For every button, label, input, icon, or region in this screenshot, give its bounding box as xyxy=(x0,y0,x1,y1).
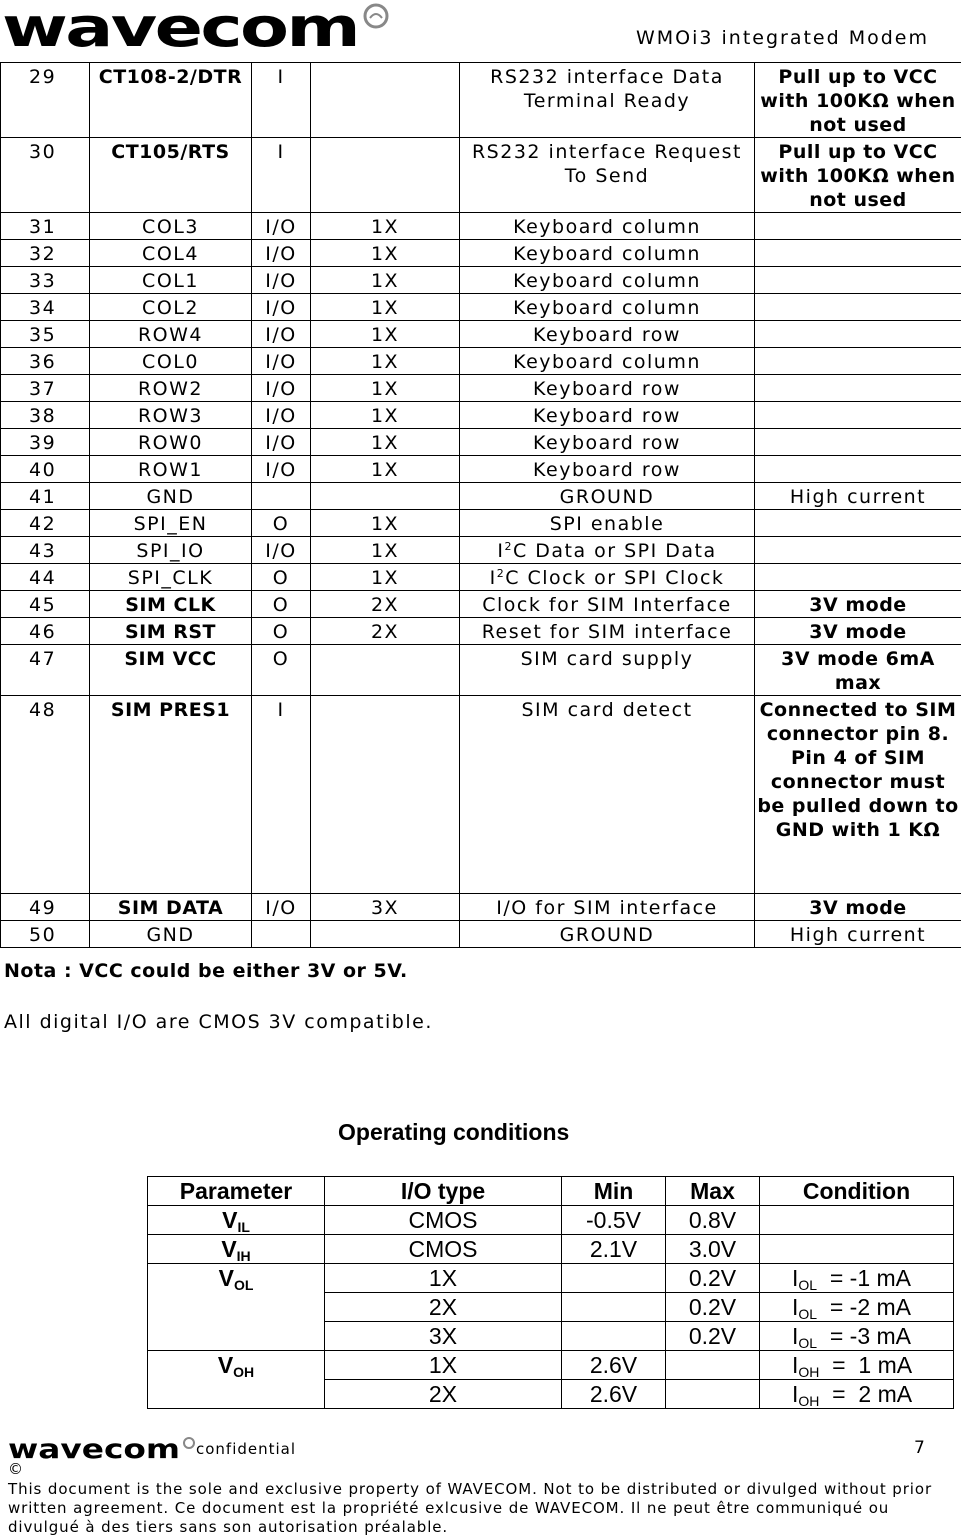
pin-number: 45 xyxy=(1,591,90,618)
condition-cell xyxy=(760,1380,954,1409)
pin-io-type: 1X xyxy=(311,537,460,564)
desc-text: Keyboard column xyxy=(513,297,701,319)
desc-text: I/O for SIM interface xyxy=(496,897,718,919)
pin-direction: I/O xyxy=(252,402,311,429)
note-text: 3V mode 6mA max xyxy=(781,648,935,694)
pin-io-type: 2X xyxy=(311,591,460,618)
wavecom-logo xyxy=(2,2,390,52)
pin-direction: I/O xyxy=(252,375,311,402)
pin-row xyxy=(1,591,961,618)
pin-description xyxy=(460,483,755,510)
pin-description xyxy=(460,402,755,429)
operating-row xyxy=(148,1235,954,1264)
parameter-symbol: V xyxy=(222,1207,238,1233)
pin-direction: I xyxy=(252,696,311,894)
pin-note xyxy=(755,456,961,483)
pin-row xyxy=(1,510,961,537)
pin-note xyxy=(755,894,961,921)
pin-description xyxy=(460,510,755,537)
parameter-cell xyxy=(148,1206,325,1235)
desc-superscript: 2 xyxy=(504,540,513,553)
pin-direction: I/O xyxy=(252,267,311,294)
min-cell: 2.6V xyxy=(562,1351,666,1380)
pin-signal-name xyxy=(90,321,252,348)
pin-direction: I/O xyxy=(252,429,311,456)
note-text: 3V mode xyxy=(809,897,907,919)
pin-signal-name xyxy=(90,618,252,645)
logo-wordmark: wavecom xyxy=(2,2,358,52)
pin-io-type: 1X xyxy=(311,240,460,267)
pin-row xyxy=(1,564,961,591)
desc-text: Keyboard row xyxy=(533,378,681,400)
io-type-cell: 2X xyxy=(325,1380,562,1409)
pin-note xyxy=(755,618,961,645)
pin-direction xyxy=(252,483,311,510)
desc-text: C Data or SPI Data xyxy=(512,540,717,562)
pin-direction: O xyxy=(252,510,311,537)
io-type-cell: CMOS xyxy=(325,1206,562,1235)
pin-note xyxy=(755,294,961,321)
pin-number: 34 xyxy=(1,294,90,321)
parameter-subscript: OH xyxy=(233,1364,255,1380)
pin-row xyxy=(1,375,961,402)
condition-cell xyxy=(760,1293,954,1322)
pin-io-type: 1X xyxy=(311,321,460,348)
pin-note xyxy=(755,348,961,375)
pin-row xyxy=(1,696,961,894)
desc-text: SIM card supply xyxy=(520,648,694,670)
parameter-subscript: IL xyxy=(237,1219,250,1235)
pin-table xyxy=(0,62,961,948)
pin-number: 29 xyxy=(1,63,90,138)
col-header-io-type: I/O type xyxy=(325,1177,562,1206)
pin-signal-name xyxy=(90,63,252,138)
pin-number: 47 xyxy=(1,645,90,696)
pin-signal-name xyxy=(90,921,252,948)
footer-logo-swirl-icon xyxy=(184,1438,194,1448)
signal-name-text: COL1 xyxy=(142,270,199,292)
desc-prefix: I xyxy=(497,540,505,562)
pin-signal-name xyxy=(90,375,252,402)
parameter-symbol: V xyxy=(217,1352,234,1378)
note-text: High current xyxy=(789,924,927,946)
condition-cell xyxy=(760,1264,954,1293)
document-title: WMOi3 integrated Modem xyxy=(635,27,929,49)
pin-io-type: 1X xyxy=(311,213,460,240)
pin-io-type: 1X xyxy=(311,375,460,402)
desc-text: GROUND xyxy=(559,924,655,946)
pin-number: 46 xyxy=(1,618,90,645)
desc-text: GROUND xyxy=(559,486,655,508)
condition-value: = 1 mA xyxy=(819,1352,913,1378)
condition-symbol: I xyxy=(792,1265,799,1291)
pin-note xyxy=(755,63,961,138)
condition-subscript: OH xyxy=(798,1393,820,1409)
desc-superscript: 2 xyxy=(496,567,506,580)
pin-note xyxy=(755,375,961,402)
pin-row xyxy=(1,348,961,375)
signal-name-text: SPI_IO xyxy=(136,540,205,562)
desc-text: Keyboard column xyxy=(513,243,701,265)
pin-description xyxy=(460,138,755,213)
pin-row xyxy=(1,429,961,456)
pin-row xyxy=(1,267,961,294)
operating-row xyxy=(148,1351,954,1380)
max-cell: 0.2V xyxy=(666,1293,760,1322)
pin-note xyxy=(755,591,961,618)
legal-notice-fr: Ce document est la propriété exlcusive de WAVECOM. Il ne peut être communiqué ou divulgué à des tiers sans son autorisation préalable. xyxy=(8,1499,890,1536)
pin-io-type: 2X xyxy=(311,618,460,645)
note-text: Connected to SIM connector pin 8. Pin 4 of SIM connector must be pulled down to GND with 1 KΩ xyxy=(757,699,959,841)
pin-note xyxy=(755,213,961,240)
condition-subscript: OL xyxy=(798,1335,818,1351)
pin-description xyxy=(460,63,755,138)
pin-signal-name xyxy=(90,696,252,894)
pin-description xyxy=(460,537,755,564)
max-cell: 3.0V xyxy=(666,1235,760,1264)
signal-name-text: COL2 xyxy=(142,297,199,319)
pin-row xyxy=(1,321,961,348)
footer-wavecom-logo xyxy=(8,1436,196,1462)
pin-io-type: 1X xyxy=(311,429,460,456)
pin-direction: I/O xyxy=(252,894,311,921)
pin-signal-name xyxy=(90,564,252,591)
condition-value: = -3 mA xyxy=(817,1323,912,1349)
pin-description xyxy=(460,618,755,645)
parameter-subscript: IH xyxy=(236,1248,251,1264)
operating-row xyxy=(148,1264,954,1293)
pin-direction: I/O xyxy=(252,240,311,267)
min-cell: 2.1V xyxy=(562,1235,666,1264)
parameter-cell xyxy=(148,1235,325,1264)
pin-number: 32 xyxy=(1,240,90,267)
pin-description xyxy=(460,240,755,267)
condition-value: = -1 mA xyxy=(817,1265,912,1291)
signal-name-text: COL0 xyxy=(142,351,199,373)
pin-note xyxy=(755,429,961,456)
pin-signal-name xyxy=(90,456,252,483)
col-header-condition: Condition xyxy=(760,1177,954,1206)
pin-description xyxy=(460,696,755,894)
desc-text: Keyboard column xyxy=(513,351,701,373)
condition-symbol: I xyxy=(792,1294,799,1320)
pin-description xyxy=(460,456,755,483)
pin-direction: O xyxy=(252,645,311,696)
pin-description xyxy=(460,213,755,240)
pin-description xyxy=(460,921,755,948)
desc-text: Keyboard column xyxy=(513,216,701,238)
max-cell: 0.2V xyxy=(666,1322,760,1351)
desc-text: Keyboard row xyxy=(533,405,681,427)
pin-number: 48 xyxy=(1,696,90,894)
cmos-note: All digital I/O are CMOS 3V compatible. xyxy=(4,1011,433,1033)
pin-signal-name xyxy=(90,402,252,429)
signal-name-text: ROW1 xyxy=(137,459,204,481)
pin-description xyxy=(460,645,755,696)
signal-name-text: SIM PRES1 xyxy=(110,699,231,721)
pin-number: 43 xyxy=(1,537,90,564)
operating-conditions-table xyxy=(147,1176,954,1409)
pin-signal-name xyxy=(90,894,252,921)
footer-logo-wordmark: wavecom xyxy=(8,1436,180,1462)
pin-description xyxy=(460,321,755,348)
io-type-cell: 1X xyxy=(325,1264,562,1293)
signal-name-text: ROW4 xyxy=(137,324,204,346)
condition-subscript: OL xyxy=(798,1277,818,1293)
pin-number: 35 xyxy=(1,321,90,348)
desc-prefix: I xyxy=(489,567,497,589)
pin-io-type: 1X xyxy=(311,456,460,483)
legal-notice-en: This document is the sole and exclusive property of WAVECOM. Not to be distributed or divulged without prior written agreement. xyxy=(8,1480,933,1517)
pin-note xyxy=(755,240,961,267)
vcc-note: Nota : VCC could be either 3V or 5V. xyxy=(4,960,408,982)
signal-name-text: ROW3 xyxy=(137,405,204,427)
signal-name-text: SIM VCC xyxy=(124,648,217,670)
pin-number: 40 xyxy=(1,456,90,483)
pin-note xyxy=(755,696,961,894)
pin-io-type: 3X xyxy=(311,894,460,921)
note-text: Pull up to VCC with 100KΩ when not used xyxy=(760,66,956,136)
pin-note xyxy=(755,645,961,696)
pin-direction: I/O xyxy=(252,348,311,375)
pin-note xyxy=(755,510,961,537)
operating-conditions-title: Operating conditions xyxy=(338,1119,570,1145)
pin-direction: I/O xyxy=(252,456,311,483)
desc-text: Reset for SIM interface xyxy=(481,621,733,643)
desc-text: Keyboard row xyxy=(533,432,681,454)
pin-io-type: 1X xyxy=(311,564,460,591)
signal-name-text: ROW0 xyxy=(137,432,204,454)
signal-name-text: SPI_EN xyxy=(133,513,208,535)
col-header-parameter: Parameter xyxy=(148,1177,325,1206)
pin-row xyxy=(1,618,961,645)
pin-note xyxy=(755,537,961,564)
pin-row xyxy=(1,240,961,267)
pin-number: 30 xyxy=(1,138,90,213)
pin-row xyxy=(1,921,961,948)
parameter-cell xyxy=(148,1264,325,1351)
parameter-symbol: V xyxy=(221,1236,237,1262)
pin-signal-name xyxy=(90,483,252,510)
pin-io-type: 1X xyxy=(311,510,460,537)
signal-name-text: GND xyxy=(146,924,195,946)
pin-direction: O xyxy=(252,591,311,618)
pin-io-type xyxy=(311,483,460,510)
signal-name-text: SIM RST xyxy=(124,621,217,643)
pin-direction: I xyxy=(252,138,311,213)
pin-description xyxy=(460,564,755,591)
desc-text: SPI enable xyxy=(549,513,665,535)
pin-note xyxy=(755,267,961,294)
pin-row xyxy=(1,294,961,321)
pin-description xyxy=(460,591,755,618)
signal-name-text: ROW2 xyxy=(137,378,204,400)
pin-io-type: 1X xyxy=(311,294,460,321)
signal-name-text: SIM DATA xyxy=(117,897,224,919)
operating-row xyxy=(148,1206,954,1235)
pin-row xyxy=(1,537,961,564)
pin-number: 38 xyxy=(1,402,90,429)
condition-cell xyxy=(760,1235,954,1264)
signal-name-text: COL3 xyxy=(142,216,199,238)
pin-description xyxy=(460,894,755,921)
desc-text: Keyboard row xyxy=(533,324,681,346)
pin-io-type xyxy=(311,696,460,894)
min-cell xyxy=(562,1293,666,1322)
pin-signal-name xyxy=(90,138,252,213)
condition-symbol: I xyxy=(792,1352,799,1378)
pin-row xyxy=(1,138,961,213)
pin-number: 49 xyxy=(1,894,90,921)
signal-name-text: COL4 xyxy=(142,243,199,265)
condition-symbol: I xyxy=(792,1381,799,1407)
desc-text: SIM card detect xyxy=(521,699,693,721)
pin-direction: O xyxy=(252,564,311,591)
signal-name-text: SIM CLK xyxy=(125,594,216,616)
signal-name-text: SPI_CLK xyxy=(127,567,214,589)
signal-name-text: CT108-2/DTR xyxy=(98,66,243,88)
io-type-cell: CMOS xyxy=(325,1235,562,1264)
desc-text: C Clock or SPI Clock xyxy=(505,567,725,589)
min-cell: -0.5V xyxy=(562,1206,666,1235)
pin-direction: I/O xyxy=(252,537,311,564)
max-cell xyxy=(666,1351,760,1380)
pin-note xyxy=(755,402,961,429)
col-header-min: Min xyxy=(562,1177,666,1206)
pin-number: 50 xyxy=(1,921,90,948)
pin-note xyxy=(755,138,961,213)
max-cell: 0.2V xyxy=(666,1264,760,1293)
desc-text: RS232 interface Data Terminal Ready xyxy=(490,66,724,112)
pin-signal-name xyxy=(90,267,252,294)
condition-subscript: OL xyxy=(798,1306,818,1322)
pin-number: 41 xyxy=(1,483,90,510)
pin-description xyxy=(460,294,755,321)
legal-notice xyxy=(8,1480,958,1537)
pin-signal-name xyxy=(90,213,252,240)
pin-row xyxy=(1,645,961,696)
note-text: 3V mode xyxy=(809,594,907,616)
pin-row xyxy=(1,483,961,510)
signal-name-text: CT105/RTS xyxy=(111,141,230,163)
copyright-symbol: © xyxy=(8,1460,23,1478)
pin-row xyxy=(1,402,961,429)
pin-note xyxy=(755,321,961,348)
logo-swirl-icon xyxy=(365,5,387,27)
pin-number: 33 xyxy=(1,267,90,294)
min-cell xyxy=(562,1264,666,1293)
parameter-subscript: OL xyxy=(233,1277,254,1293)
min-cell xyxy=(562,1322,666,1351)
pin-number: 44 xyxy=(1,564,90,591)
pin-description xyxy=(460,348,755,375)
pin-number: 37 xyxy=(1,375,90,402)
pin-number: 31 xyxy=(1,213,90,240)
condition-cell xyxy=(760,1322,954,1351)
max-cell xyxy=(666,1380,760,1409)
note-text: 3V mode xyxy=(809,621,907,643)
pin-note xyxy=(755,483,961,510)
min-cell: 2.6V xyxy=(562,1380,666,1409)
pin-io-type: 1X xyxy=(311,267,460,294)
confidential-label: confidential xyxy=(196,1440,297,1458)
note-text: High current xyxy=(789,486,927,508)
pin-description xyxy=(460,429,755,456)
pin-io-type: 1X xyxy=(311,348,460,375)
pin-io-type xyxy=(311,63,460,138)
io-type-cell: 3X xyxy=(325,1322,562,1351)
pin-note xyxy=(755,564,961,591)
note-text: Pull up to VCC with 100KΩ when not used xyxy=(760,141,956,211)
desc-text: Keyboard row xyxy=(533,459,681,481)
pin-direction: I xyxy=(252,63,311,138)
pin-row xyxy=(1,456,961,483)
pin-row xyxy=(1,63,961,138)
desc-text: Keyboard column xyxy=(513,270,701,292)
parameter-symbol: V xyxy=(218,1265,234,1291)
pin-io-type: 1X xyxy=(311,402,460,429)
pin-row xyxy=(1,213,961,240)
desc-text: RS232 interface Request To Send xyxy=(471,141,743,187)
pin-signal-name xyxy=(90,645,252,696)
pin-io-type xyxy=(311,138,460,213)
pin-signal-name xyxy=(90,537,252,564)
condition-cell xyxy=(760,1351,954,1380)
io-type-cell: 1X xyxy=(325,1351,562,1380)
pin-signal-name xyxy=(90,294,252,321)
pin-row xyxy=(1,894,961,921)
io-type-cell: 2X xyxy=(325,1293,562,1322)
pin-direction: I/O xyxy=(252,213,311,240)
page-number: 7 xyxy=(914,1438,925,1458)
condition-symbol: I xyxy=(792,1323,799,1349)
pin-io-type xyxy=(311,921,460,948)
pin-signal-name xyxy=(90,348,252,375)
pin-direction xyxy=(252,921,311,948)
pin-number: 39 xyxy=(1,429,90,456)
pin-signal-name xyxy=(90,240,252,267)
condition-value: = -2 mA xyxy=(817,1294,912,1320)
pin-signal-name xyxy=(90,429,252,456)
max-cell: 0.8V xyxy=(666,1206,760,1235)
pin-direction: I/O xyxy=(252,294,311,321)
parameter-cell xyxy=(148,1351,325,1409)
col-header-max: Max xyxy=(666,1177,760,1206)
condition-subscript: OH xyxy=(798,1364,820,1380)
pin-number: 36 xyxy=(1,348,90,375)
desc-text: Clock for SIM Interface xyxy=(482,594,732,616)
pin-direction: I/O xyxy=(252,321,311,348)
pin-direction: O xyxy=(252,618,311,645)
condition-cell xyxy=(760,1206,954,1235)
pin-description xyxy=(460,375,755,402)
condition-value: = 2 mA xyxy=(819,1381,913,1407)
pin-signal-name xyxy=(90,591,252,618)
pin-note xyxy=(755,921,961,948)
pin-signal-name xyxy=(90,510,252,537)
pin-io-type xyxy=(311,645,460,696)
pin-number: 42 xyxy=(1,510,90,537)
pin-description xyxy=(460,267,755,294)
signal-name-text: GND xyxy=(146,486,195,508)
